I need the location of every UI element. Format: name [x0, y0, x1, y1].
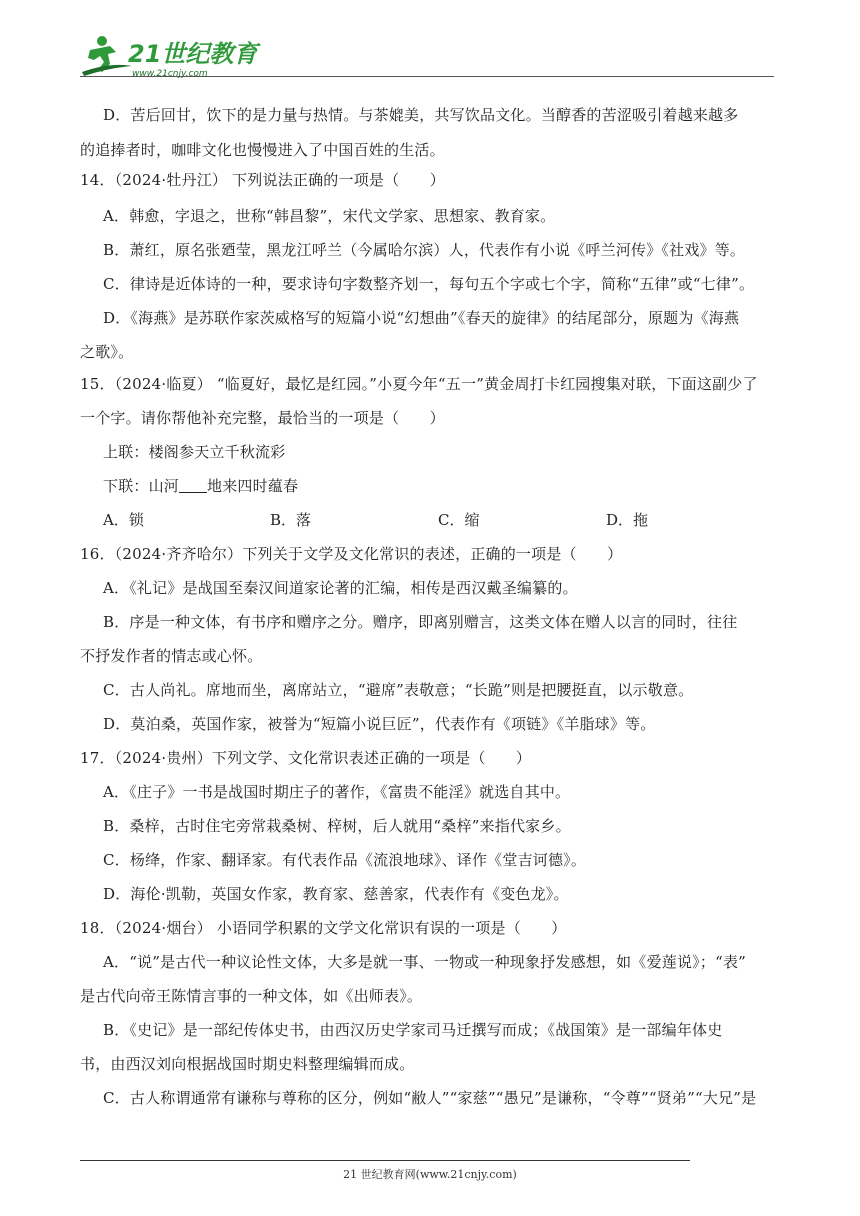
- text-line: 书，由西汉刘向根据战国时期史料整理编辑而成。: [80, 1055, 415, 1073]
- text-line: A．《庄子》一书是战国时期庄子的著作，《富贵不能淫》就选自其中。: [103, 783, 571, 801]
- text-line: A．韩愈，字退之，世称“韩昌黎”，宋代文学家、思想家、教育家。: [103, 207, 556, 225]
- page-footer: 21 世纪教育网(www.21cnjy.com): [343, 1168, 517, 1181]
- q15-option-a: A．锁: [103, 511, 144, 529]
- text-line: D．莫泊桑，英国作家，被誉为“短篇小说巨匠”，代表作有《项链》《羊脂球》等。: [103, 715, 656, 733]
- text-line: 上联：楼阁参天立千秋流彩: [103, 443, 286, 461]
- text-line: B．《史记》是一部纪传体史书，由西汉历史学家司马迁撰写而成；《战国策》是一部编年体史: [103, 1021, 723, 1039]
- q15-lower-prefix: 下联：山河: [103, 477, 180, 495]
- text-line: 之歌》。: [80, 343, 134, 361]
- text-line: 14．（2024·牡丹江） 下列说法正确的一项是（ ）: [80, 171, 445, 189]
- text-line: 不抒发作者的情志或心怀。: [80, 647, 263, 665]
- q15-lower-couplet: [103, 476, 298, 496]
- q15-blank: [179, 478, 207, 493]
- logo-subtext: www.21cnjy.com: [132, 69, 208, 78]
- footer-divider: [80, 1160, 690, 1161]
- text-line: B．桑梓，古时住宅旁常栽桑树、梓树，后人就用“桑梓”来指代家乡。: [103, 817, 571, 835]
- text-line: A．《礼记》是战国至秦汉间道家论著的汇编，相传是西汉戴圣编纂的。: [103, 579, 578, 597]
- text-line: 17．（2024·贵州）下列文学、文化常识表述正确的一项是（ ）: [80, 749, 532, 767]
- text-line: 16．（2024·齐齐哈尔）下列关于文学及文化常识的表述，正确的一项是（ ）: [80, 545, 623, 563]
- text-line: C．古人尚礼。席地而坐，离席站立，“避席”表敬意；“长跪”则是把腰挺直，以示敬意。: [103, 681, 694, 699]
- text-line: 15．（2024·临夏） “临夏好，最忆是红园。”小夏今年“五一”黄金周打卡红园搜集对联，下面这副少了: [80, 375, 758, 393]
- text-line: 的追捧者时，咖啡文化也慢慢进入了中国百姓的生活。: [80, 141, 445, 159]
- q15-option-d: D．拖: [606, 511, 649, 529]
- q15-lower-suffix: 地来四时蕴春: [207, 477, 299, 495]
- text-line: 是古代向帝王陈情言事的一种文体，如《出师表》。: [80, 987, 423, 1005]
- text-line: B．萧红，原名张廼莹，黑龙江呼兰（今属哈尔滨）人，代表作有小说《呼兰河传》《社戏》等。: [103, 241, 746, 259]
- text-line: B．序是一种文体，有书序和赠序之分。赠序，即离别赠言，这类文体在赠人以言的同时，往往: [103, 613, 738, 631]
- text-line: C．古人称谓通常有谦称与尊称的区分，例如“敝人”“家慈”“愚兄”是谦称，“令尊”“贤弟”“大兄”是: [103, 1089, 757, 1107]
- q15-option-c: C．缩: [438, 511, 480, 529]
- text-line: A．“说”是古代一种议论性文体，大多是就一事、一物或一种现象抒发感想，如《爱莲说》；“表”: [103, 953, 747, 971]
- text-line: 一个字。请你帮他补充完整，最恰当的一项是（ ）: [80, 409, 445, 427]
- page-header: [80, 28, 780, 80]
- text-line: 18．（2024·烟台） 小语同学积累的文学文化常识有误的一项是（ ）: [80, 919, 567, 937]
- text-line: D．《海燕》是苏联作家茨威格写的短篇小说“幻想曲”《春天的旋律》的结尾部分，原题为《海燕: [103, 309, 740, 327]
- header-divider: [80, 76, 774, 77]
- q15-option-b: B．落: [270, 511, 312, 529]
- text-line: C．律诗是近体诗的一种，要求诗句字数整齐划一，每句五个字或七个字，简称“五律”或“七律”。: [103, 275, 755, 293]
- logo-text: 21世纪教育: [128, 40, 258, 68]
- text-line: D．海伦·凯勒，英国女作家，教育家、慈善家，代表作有《变色龙》。: [103, 885, 569, 903]
- text-line: C．杨绛，作家、翻译家。有代表作品《流浪地球》、译作《堂吉诃德》。: [103, 851, 587, 869]
- text-line: D．苦后回甘，饮下的是力量与热情。与茶媲美，共写饮品文化。当醇香的苦涩吸引着越来越多: [103, 106, 739, 124]
- logo-21cnjy: [80, 32, 290, 78]
